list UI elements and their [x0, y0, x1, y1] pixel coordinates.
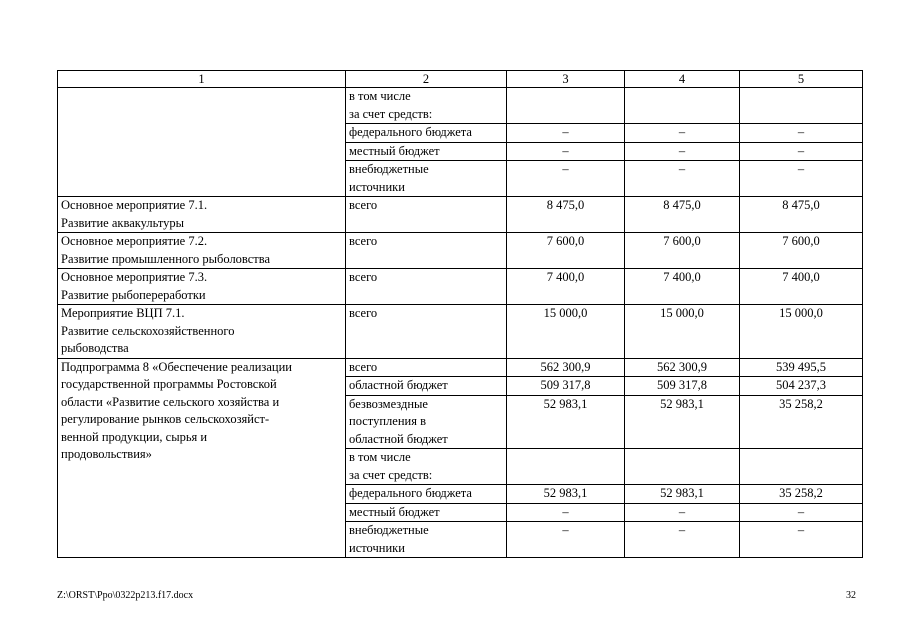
value-cell-col5: –	[740, 522, 863, 558]
program-name-cell: Основное мероприятие 7.2. Развитие промышленного рыболовства	[58, 233, 346, 269]
value-cell-col5: 35 258,2	[740, 395, 863, 449]
value-cell-col4: 7 400,0	[625, 269, 740, 305]
table-row	[58, 197, 863, 233]
funding-source-cell: всего	[346, 197, 507, 233]
value-cell-col5: 8 475,0	[740, 197, 863, 233]
value-cell-col5: 539 495,5	[740, 358, 863, 377]
value-cell-col4: –	[625, 522, 740, 558]
value-cell-col5: –	[740, 503, 863, 522]
funding-source-cell: безвозмездные поступления в областной бюджет	[346, 395, 507, 449]
column-header-5: 5	[740, 71, 863, 88]
program-name-cell: Основное мероприятие 7.3. Развитие рыбопереработки	[58, 269, 346, 305]
table-row	[58, 269, 863, 305]
page-number: 32	[846, 590, 856, 601]
value-cell-col3: –	[507, 124, 625, 143]
document-file-path: Z:\ORST\Ppo\0322p213.f17.docx	[57, 590, 194, 601]
value-cell-col3	[507, 449, 625, 485]
funding-source-cell: в том числе за счет средств:	[346, 88, 507, 124]
funding-source-cell: всего	[346, 269, 507, 305]
value-cell-col4: 509 317,8	[625, 377, 740, 396]
value-cell-col3: 52 983,1	[507, 485, 625, 504]
column-header-4: 4	[625, 71, 740, 88]
value-cell-col4	[625, 449, 740, 485]
funding-source-cell: местный бюджет	[346, 142, 507, 161]
value-cell-col5	[740, 449, 863, 485]
value-cell-col5: –	[740, 161, 863, 197]
program-name-cell: Мероприятие ВЦП 7.1. Развитие сельскохозяйственного рыбоводства	[58, 305, 346, 359]
funding-source-cell: внебюджетные источники	[346, 161, 507, 197]
value-cell-col3: –	[507, 161, 625, 197]
table-row	[58, 88, 863, 124]
header-row	[58, 71, 863, 88]
value-cell-col4: 52 983,1	[625, 395, 740, 449]
value-cell-col4: 8 475,0	[625, 197, 740, 233]
value-cell-col4: –	[625, 124, 740, 143]
funding-source-cell: федерального бюджета	[346, 124, 507, 143]
value-cell-col5: 504 237,3	[740, 377, 863, 396]
program-name-cell: Подпрограмма 8 «Обеспечение реализации государственной программы Ростовской области «Развитие сельского хозяйства и регулирование рынков сельскохозяйст- венной продукции, сырья и продовольствия»	[58, 358, 346, 558]
value-cell-col5: 35 258,2	[740, 485, 863, 504]
table-row	[58, 358, 863, 377]
program-name-cell: Основное мероприятие 7.1. Развитие аквакультуры	[58, 197, 346, 233]
value-cell-col4: 52 983,1	[625, 485, 740, 504]
value-cell-col3: 7 400,0	[507, 269, 625, 305]
value-cell-col5: 7 600,0	[740, 233, 863, 269]
table-row	[58, 305, 863, 359]
value-cell-col3: 562 300,9	[507, 358, 625, 377]
funding-source-cell: областной бюджет	[346, 377, 507, 396]
value-cell-col5	[740, 88, 863, 124]
value-cell-col4: 15 000,0	[625, 305, 740, 359]
funding-source-cell: всего	[346, 305, 507, 359]
value-cell-col4	[625, 88, 740, 124]
funding-source-cell: местный бюджет	[346, 503, 507, 522]
program-name-cell	[58, 88, 346, 197]
value-cell-col3: –	[507, 522, 625, 558]
value-cell-col3: –	[507, 142, 625, 161]
value-cell-col4: 562 300,9	[625, 358, 740, 377]
funding-source-cell: внебюджетные источники	[346, 522, 507, 558]
funding-source-cell: федерального бюджета	[346, 485, 507, 504]
value-cell-col3	[507, 88, 625, 124]
funding-source-cell: в том числе за счет средств:	[346, 449, 507, 485]
value-cell-col5: 7 400,0	[740, 269, 863, 305]
value-cell-col5: 15 000,0	[740, 305, 863, 359]
value-cell-col3: 7 600,0	[507, 233, 625, 269]
column-header-1: 1	[58, 71, 346, 88]
value-cell-col4: –	[625, 142, 740, 161]
value-cell-col5: –	[740, 124, 863, 143]
value-cell-col4: 7 600,0	[625, 233, 740, 269]
value-cell-col3: 8 475,0	[507, 197, 625, 233]
value-cell-col5: –	[740, 142, 863, 161]
funding-source-cell: всего	[346, 358, 507, 377]
value-cell-col3: 15 000,0	[507, 305, 625, 359]
value-cell-col3: –	[507, 503, 625, 522]
value-cell-col4: –	[625, 503, 740, 522]
value-cell-col3: 52 983,1	[507, 395, 625, 449]
column-header-2: 2	[346, 71, 507, 88]
budget-table	[57, 70, 863, 558]
column-header-3: 3	[507, 71, 625, 88]
funding-source-cell: всего	[346, 233, 507, 269]
value-cell-col4: –	[625, 161, 740, 197]
value-cell-col3: 509 317,8	[507, 377, 625, 396]
table-row	[58, 233, 863, 269]
